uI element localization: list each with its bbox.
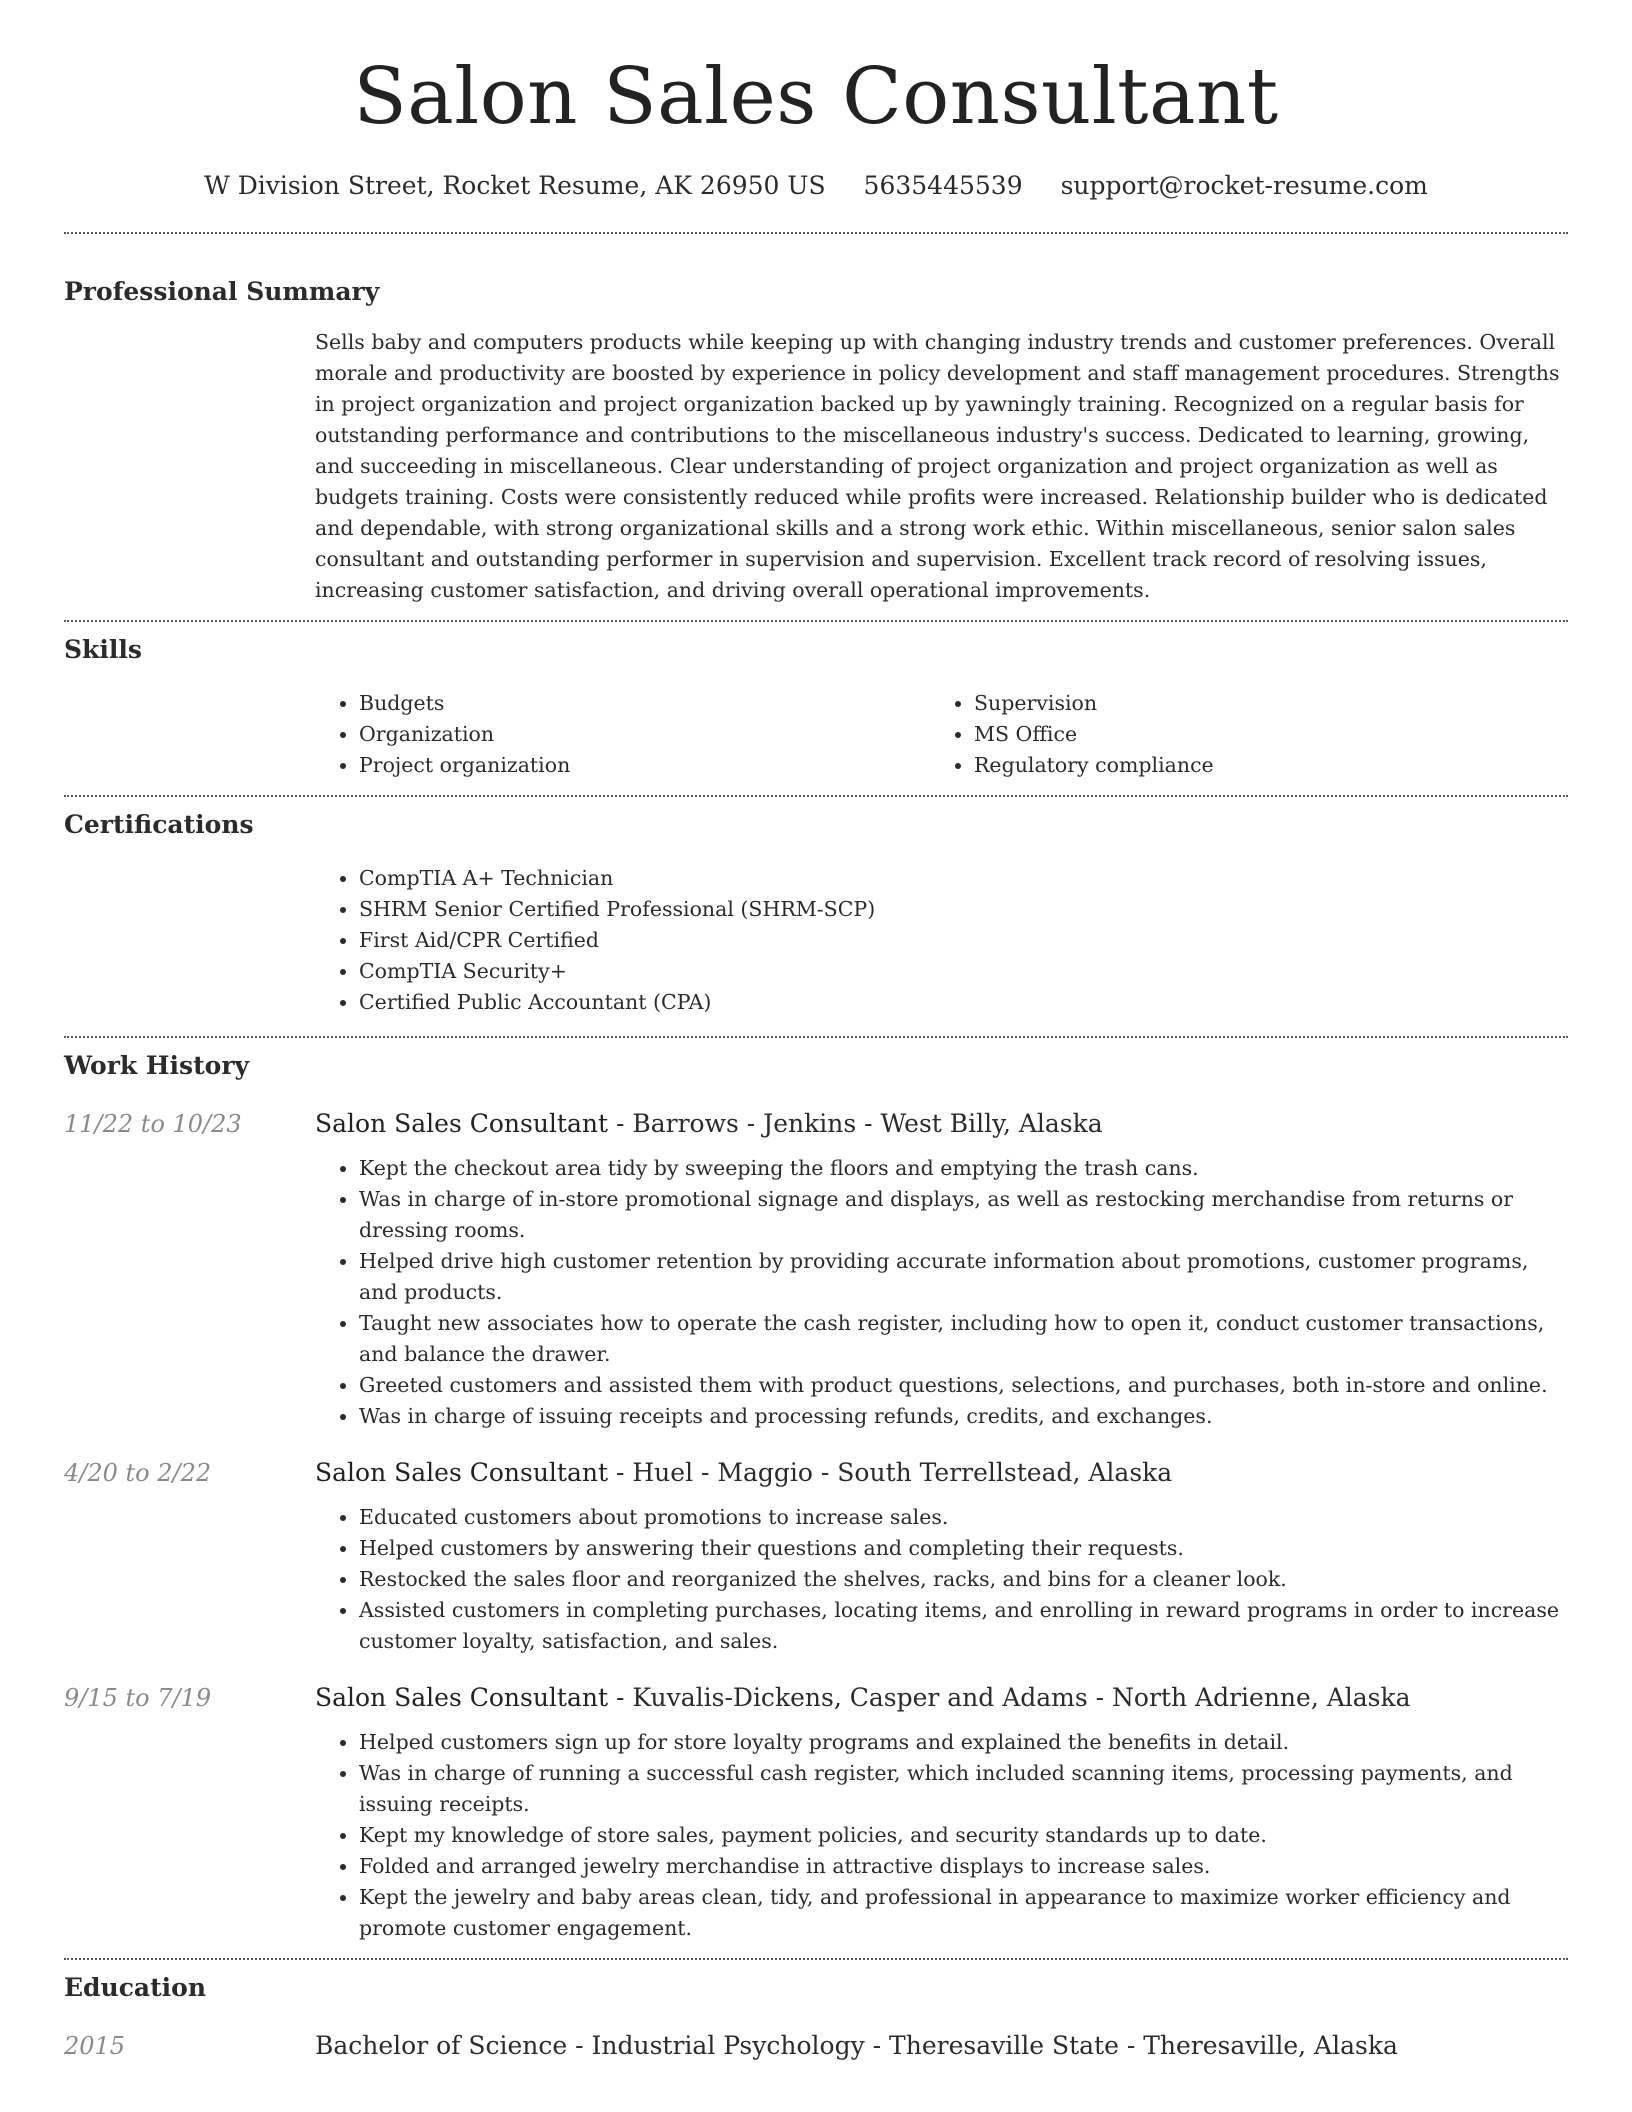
- work-history-section: [64, 1050, 1568, 1944]
- list-item: • Greeted customers and assisted them with product questions, selections, and purchases, both in-store and online.: [359, 1370, 1568, 1401]
- list-item: • Folded and arranged jewelry merchandise in attractive displays to increase sales.: [359, 1851, 1568, 1882]
- job-entry: [64, 1108, 1568, 1432]
- divider: [64, 1036, 1568, 1038]
- list-item: • Organization: [359, 719, 930, 750]
- list-item: • Helped customers sign up for store loyalty programs and explained the benefits in detail.: [359, 1727, 1568, 1758]
- job-dates: 9/15 to 7/19: [64, 1684, 212, 1712]
- contact-phone: 5635445539: [863, 171, 1023, 200]
- list-item: • Was in charge of in-store promotional signage and displays, as well as restocking merchandise from returns or dressing rooms.: [359, 1184, 1568, 1246]
- summary-text: Sells baby and computers products while keeping up with changing industry trends and customer preferences. Overall morale and productivity are boosted by experience in policy development and staff management procedures. Strengths in project organization and project organization backed up by yawningly training. Recognized on a regular basis for outstanding performance and contributions to the miscellaneous industry's success. Dedicated to learning, growing, and succeeding in miscellaneous. Clear understanding of project organization and project organization as well as budgets training. Costs were consistently reduced while profits were increased. Relationship builder who is dedicated and dependable, with strong organizational skills and a strong work ethic. Within miscellaneous, senior salon sales consultant and outstanding performer in supervision and supervision. Excellent track record of resolving issues, increasing customer satisfaction, and driving overall operational improvements.: [315, 330, 1560, 602]
- list-item: • Taught new associates how to operate the cash register, including how to open it, conduct customer transactions, and balance the drawer.: [359, 1308, 1568, 1370]
- list-item: • Was in charge of issuing receipts and processing refunds, credits, and exchanges.: [359, 1401, 1568, 1432]
- education-year: 2015: [64, 2032, 126, 2060]
- list-item: • Budgets: [359, 688, 930, 719]
- job-bullets: [315, 1153, 1568, 1432]
- job-heading: [315, 1682, 1568, 1714]
- list-item: • Was in charge of running a successful cash register, which included scanning items, processing payments, and issuing receipts.: [359, 1758, 1568, 1820]
- divider: [64, 232, 1568, 234]
- job-company: - Huel - Maggio - South Terrellstead, Alaska: [608, 1458, 1173, 1487]
- contact-line: [64, 170, 1568, 202]
- list-item: • SHRM Senior Certified Professional (SHRM-SCP): [359, 894, 1568, 925]
- professional-summary-section: [64, 276, 1568, 606]
- job-company: - Kuvalis-Dickens, Casper and Adams - North Adrienne, Alaska: [608, 1683, 1411, 1712]
- summary-content: [315, 327, 1568, 606]
- list-item: • Helped drive high customer retention by providing accurate information about promotions, customer programs, and products.: [359, 1246, 1568, 1308]
- job-entry: [64, 1682, 1568, 1944]
- resume-page: [64, 0, 1568, 2062]
- education-degree: Bachelor of Science - Industrial Psychology - Theresaville State - Theresaville, Alaska: [315, 2031, 1398, 2060]
- list-item: • Restocked the sales floor and reorganized the shelves, racks, and bins for a cleaner look.: [359, 1564, 1568, 1595]
- list-item: • Regulatory compliance: [974, 750, 1545, 781]
- job-dates: 11/22 to 10/23: [64, 1110, 242, 1138]
- list-item: • First Aid/CPR Certified: [359, 925, 1568, 956]
- job-bullets: [315, 1502, 1568, 1657]
- job-bullets: [315, 1727, 1568, 1944]
- divider: [64, 1958, 1568, 1960]
- list-item: • MS Office: [974, 719, 1545, 750]
- certifications-content: [315, 863, 1568, 1018]
- contact-address: W Division Street, Rocket Resume, AK 26950 US: [204, 171, 826, 200]
- section-title-summary: Professional Summary: [64, 277, 380, 306]
- list-item: • Supervision: [974, 688, 1545, 719]
- candidate-name: Salon Sales Consultant: [353, 52, 1279, 142]
- job-company: - Barrows - Jenkins - West Billy, Alaska: [608, 1109, 1103, 1138]
- list-item: • CompTIA A+ Technician: [359, 863, 1568, 894]
- skills-section: [64, 634, 1568, 781]
- skills-column-left: [315, 688, 930, 781]
- section-title-certifications: Certifications: [64, 810, 254, 839]
- divider: [64, 620, 1568, 622]
- certifications-section: [64, 809, 1568, 1018]
- list-item: • Kept the jewelry and baby areas clean, tidy, and professional in appearance to maximize worker efficiency and promote customer engagement.: [359, 1882, 1568, 1944]
- job-role: Salon Sales Consultant: [315, 1109, 609, 1138]
- education-entry: [64, 2030, 1568, 2062]
- list-item: • Educated customers about promotions to increase sales.: [359, 1502, 1568, 1533]
- job-role: Salon Sales Consultant: [315, 1683, 609, 1712]
- skills-column-right: [930, 688, 1545, 781]
- job-heading: [315, 1108, 1568, 1140]
- job-role: Salon Sales Consultant: [315, 1458, 609, 1487]
- section-title-work-history: Work History: [64, 1051, 250, 1080]
- skills-grid: [315, 688, 1568, 781]
- contact-email: support@rocket-resume.com: [1060, 171, 1428, 200]
- list-item: • Kept the checkout area tidy by sweeping the floors and emptying the trash cans.: [359, 1153, 1568, 1184]
- job-dates: 4/20 to 2/22: [64, 1459, 212, 1487]
- list-item: • Assisted customers in completing purchases, locating items, and enrolling in reward programs in order to increase customer loyalty, satisfaction, and sales.: [359, 1595, 1568, 1657]
- list-item: • Certified Public Accountant (CPA): [359, 987, 1568, 1018]
- list-item: • Helped customers by answering their questions and completing their requests.: [359, 1533, 1568, 1564]
- list-item: • CompTIA Security+: [359, 956, 1568, 987]
- divider: [64, 795, 1568, 797]
- job-heading: [315, 1457, 1568, 1489]
- list-item: • Kept my knowledge of store sales, payment policies, and security standards up to date.: [359, 1820, 1568, 1851]
- job-entry: [64, 1457, 1568, 1657]
- list-item: • Project organization: [359, 750, 930, 781]
- section-title-education: Education: [64, 1973, 207, 2002]
- education-section: [64, 1972, 1568, 2062]
- section-title-skills: Skills: [64, 635, 142, 664]
